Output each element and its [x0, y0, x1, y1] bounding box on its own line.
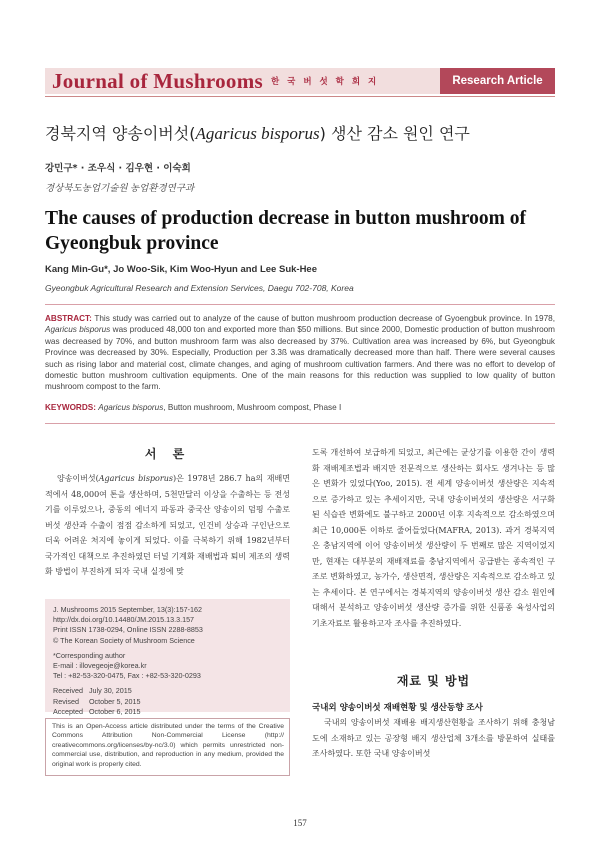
abstract-part2: was produced 48,000 ton and exported more than $50 millions. But since 2000, Domestic production of button mushroom was decreased by 70%, and button mushroom farm was also decreased by 37%. Cultivation area was increased by 6%, but Gyeongbuk Province was decreased by 30%. Especially, Production per 3.3ß was dramatically decreased more than half. There were several causes such as rising labor and material cost, climate changes, and aging of mushroom cultivation farmers. And there was no effort to develop of domestic button mushroom cultivation equipments. One of the main reasons for this reduction was supplied to low quality of button mushroom compost to the farm.: [45, 325, 555, 392]
tel-fax: Tel : +82-53-320-0475, Fax : +82-53-320-0293: [53, 671, 201, 681]
title-english: The causes of production decrease in button mushroom of Gyeongbuk province: [45, 208, 527, 254]
article-info: [53, 605, 285, 717]
page-number: 157: [293, 818, 307, 828]
intro-text-b: )은 1978년 286.7 ha의 재배면적에서 48,000여 톤을 생산하며, 5천만달러 이상을 수출하는 등 전성기를 이루었으나, 중동의 에너지 파동과 중국산 양송이의 덤핑 수출로 버섯 생산과 수출이 점점 감소하게 되었고, 인건비 상승과 구인난으로 더욱 어려운 처지에 놓이게 되었다. 이를 극복하기 위해 1982년부터 국가적인 대책으로 추진하였던 터널 기계화 재배법과 퇴비 제조의 생력화 방법이 부진하게 되자 국내 실정에 맞: [45, 474, 290, 576]
title-korean-suffix: ) 생산 감소 원인 연구: [319, 124, 470, 143]
intro-text-a: 양송이버섯(: [57, 474, 99, 483]
affiliation-english: Gyeongbuk Agricultural Research and Extension Services, Daegu 702-708, Korea: [45, 283, 354, 293]
issn: Print ISSN 1738-0294, Online ISSN 2288-8853: [53, 625, 203, 635]
abstract-species: Agaricus bisporus: [45, 325, 111, 335]
copyright: © The Korean Society of Mushroom Science: [53, 635, 195, 645]
citation: J. Mushrooms 2015 September, 13(3):157-162: [53, 605, 203, 614]
abstract: [45, 313, 555, 393]
abstract-top-rule: [45, 304, 555, 305]
affiliation-korean: 경상북도농업기술원 농업환경연구과: [45, 184, 195, 194]
accepted-date: Accepted October 6, 2015: [53, 706, 141, 716]
abstract-label: ABSTRACT:: [45, 314, 92, 323]
keywords-rest: , Button mushroom, Mushroom compost, Phase I: [163, 403, 342, 412]
doi-link[interactable]: http://dx.doi.org/10.14480/JM.2015.13.3.157: [53, 615, 195, 625]
methods-subheading: 국내외 양송이버섯 재배현황 및 생산동향 조사: [312, 703, 483, 713]
title-korean: [45, 121, 470, 144]
authors-english: Kang Min-Gu*, Jo Woo-Sik, Kim Woo-Hyun and Lee Suk-Hee: [45, 264, 317, 275]
title-korean-species: Agaricus bisporus: [195, 124, 320, 143]
intro-heading: 서 론: [144, 447, 191, 461]
revised-date: Revised October 5, 2015: [53, 696, 141, 706]
intro-paragraph: [45, 471, 290, 580]
keywords: [45, 403, 555, 412]
email[interactable]: E-mail : illovegeoje@korea.kr: [53, 661, 147, 671]
abstract-part1: This study was carried out to analyze of the cause of button mushroom production decrease of Gyoengbuk province. In 1978,: [91, 314, 555, 323]
journal-name: Journal of Mushrooms: [52, 69, 263, 93]
corresponding-author: *Corresponding author: [53, 650, 126, 660]
journal-korean-name: 한 국 버 섯 학 회 지: [271, 77, 379, 87]
methods-column: [312, 715, 555, 762]
keywords-bottom-rule: [45, 423, 555, 424]
open-access-notice: This is an Open-Access article distributed under the terms of the Creative Commons Attribution Non-Commercial License (http:// creativecommons.org/licenses/by-nc/3.0) which permits unrestricted non-commercial use, distribution, and reproduction in any medium, provided the original work is properly cited.: [52, 723, 284, 768]
header-rule: [45, 96, 555, 97]
methods-heading: 재료 및 방법: [396, 674, 471, 688]
intro-continued-column: [312, 445, 555, 631]
intro-species: Agaricus bisporus: [98, 474, 173, 483]
keywords-species: Agaricus bisporus: [98, 403, 164, 412]
received-date: Received July 30, 2015: [53, 686, 132, 696]
methods-paragraph: 국내의 양송이버섯 재배용 배지생산현황을 조사하기 위해 충청남도에 소재하고 있는 공장형 배지 생산업체 3개소를 방문하여 실태를 조사하였다. 또한 국내 양송이버섯: [312, 718, 555, 758]
intro-column: [45, 471, 290, 580]
title-korean-prefix: 경북지역 양송이버섯(: [45, 124, 196, 143]
article-type-badge: Research Article: [440, 68, 555, 94]
intro-continued-paragraph: 도록 개선하여 보급하게 되었고, 최근에는 균상기를 이용한 간이 생력화 재배제조법과 배지만 전문적으로 생산하는 회사도 생겨나는 등 많은 변화가 있었다(Yoo, 2015). 전 세계 양송이버섯 생산량은 지속적으로 증가하고 있는 추세이지만, 국내 양송이버섯의 생산량은 서구화된 식습관 변화에도 불구하고 2000년 이후 지속적으로 감소하였으며 최근 10,000톤 이하로 줄어들었다(MAFRA, 2013). 과거 경북지역은 충남지역에 이어 양송이버섯 생산량이 두 번째로 많은 지역이었지만, 현재는 대부분의 재배재료를 충남지역에서 공급받는 종속적인 구조로 변화하였고, 농가수, 생산면적, 생산량은 지속적으로 감소하고 있는 추세이다. 본 연구에서는 경북지역의 양송이버섯 생산 감소 원인에 대해서 분석하고 양송이버섯 생산량 증가를 위한 신품종 육성사업의 기초자료로 활용하고자 조사를 추진하였다.: [312, 448, 555, 628]
authors-korean: 강민구* · 조우식 · 김우현 · 이숙희: [45, 163, 191, 174]
keywords-label: KEYWORDS:: [45, 403, 96, 412]
